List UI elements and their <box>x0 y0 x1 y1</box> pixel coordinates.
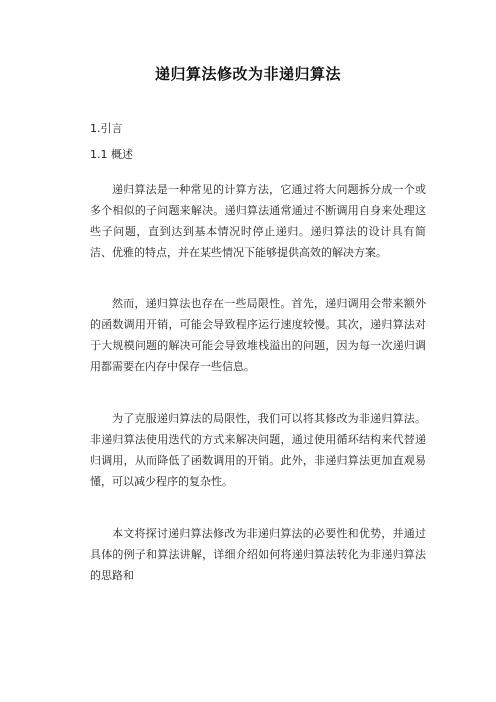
paragraph-2: 然而，递归算法也存在一些局限性。首先，递归调用会带来额外的函数调用开销，可能会导致程序运行速度较慢。其次，递归算法对于大规模问题的解决可能会导致堆栈溢出的问题，因为每一次递归调用都需要在内存中保存一些信息。 <box>90 297 426 373</box>
paragraph-1: 递归算法是一种常见的计算方法，它通过将大问题拆分成一个或多个相似的子问题来解决。递归算法通常通过不断调用自身来处理这些子问题，直到达到基本情况时停止递归。递归算法的设计具有简洁、优雅的特点，并在某些情况下能够提供高效的解决方案。 <box>90 183 426 259</box>
paragraph-4: 本文将探讨递归算法修改为非递归算法的必要性和优势，并通过具体的例子和算法讲解，详细介绍如何将递归算法转化为非递归算法的思路和 <box>90 527 426 582</box>
paragraph-3: 为了克服递归算法的局限性，我们可以将其修改为非递归算法。非递归算法使用迭代的方式来解决问题，通过使用循环结构来代替递归调用，从而降低了函数调用的开销。此外，非递归算法更加直观易懂，可以减少程序的复杂性。 <box>90 412 426 488</box>
document-title: 递归算法修改为非递归算法 <box>154 65 341 83</box>
subsection-heading-overview: 1.1 概述 <box>90 148 133 161</box>
section-heading-introduction: 1.引言 <box>90 122 123 135</box>
